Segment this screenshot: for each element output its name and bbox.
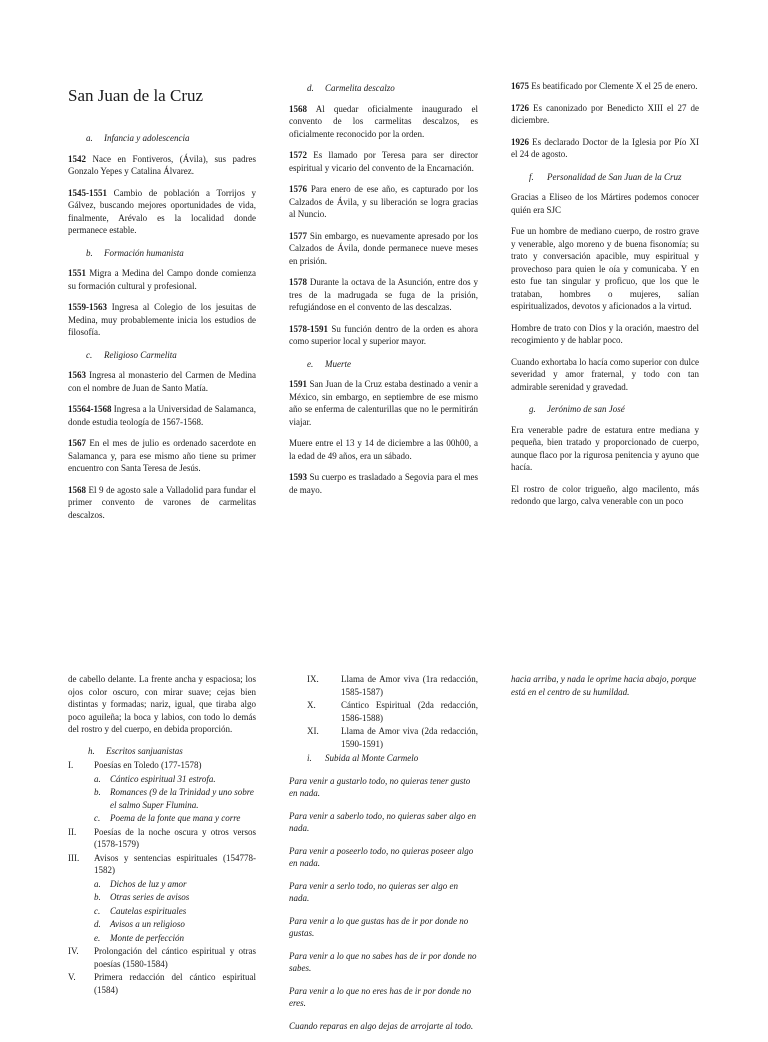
verse: Para venir a gustarlo todo, no quieras tener gusto en nada. xyxy=(289,775,471,798)
paragraph: Era venerable padre de estatura entre mediana y pequeña, bien tratado y proporcionado de cuerpo, aunque flaco por la rigurosa penitencia y ayuno que hacía. xyxy=(511,424,699,472)
verse: Para venir a serlo todo, no quieras ser algo en nada. xyxy=(289,880,458,903)
verse: Para venir a saberlo todo, no quieras saber algo en nada. xyxy=(289,810,476,833)
paragraph: Cuando exhortaba lo hacía como superior con dulce severidad y amor fraternal, y todo con tan admirable serenidad y gravedad. xyxy=(511,356,699,392)
section-heading-b: b. Formación humanista xyxy=(86,247,184,258)
section-heading-e: e. Muerte xyxy=(307,358,351,369)
timeline-entry: 15564-1568 Ingresa a la Universidad de Salamanca, donde estudia teología de 1567-1568. xyxy=(68,404,256,427)
verse: Para venir a lo que no eres has de ir por donde no eres. xyxy=(289,985,472,1008)
list-subitem: b. Otras series de avisos xyxy=(94,892,190,902)
timeline-entry: 1572 Es llamado por Teresa para ser director espiritual y vicario del convento de la Encarnación. xyxy=(289,150,478,173)
timeline-entry: 1578 Durante la octava de la Asunción, entre dos y tres de la madrugada se fuga de la prisión, refugiándose en el convento de las descalzas. xyxy=(289,277,478,312)
column-2-bottom xyxy=(289,673,478,1042)
paragraph: Gracias a Eliseo de los Mártires podemos conocer quién era SJC xyxy=(511,192,699,215)
timeline-entry: 1568 Al quedar oficialmente inaugurado el convento de los carmelitas descalzos, es oficialmente reconocido por la orden. xyxy=(289,103,478,139)
paragraph: Hombre de trato con Dios y la oración, maestro del recogimiento y de hablar poco. xyxy=(511,322,699,345)
list-subitem: d. Avisos a un religioso xyxy=(94,919,185,929)
timeline-entry: 1559-1563 Ingresa al Colegio de los jesuitas de Medina, muy probablemente inicia los estudios de filosofía. xyxy=(68,302,256,337)
timeline-entry: 1675 Es beatificado por Clemente X el 25 de enero. xyxy=(511,81,698,91)
timeline-entry: 1551 Migra a Medina del Campo donde comienza su formación cultural y profesional. xyxy=(68,268,256,291)
list-subitem: a. Dichos de luz y amor xyxy=(94,878,187,889)
timeline-entry: 1926 Es declarado Doctor de la Iglesia por Pío XI el 24 de agosto. xyxy=(511,136,699,159)
timeline-entry: 1577 Sin embargo, es nuevamente apresado por los Calzados de Ávila, donde permanece nueve meses en prisión. xyxy=(289,230,478,266)
list-item: I. Poesías en Toledo (177-1578) xyxy=(68,760,202,770)
list-item: III. Avisos y sentencias espirituales (154778-1582) xyxy=(68,852,256,875)
timeline-entry: 1591 San Juan de la Cruz estaba destinado a venir a México, sin embargo, en septiembre de ese mismo año se enferma de calenturillas que no le permitirán viajar. xyxy=(289,379,478,427)
verse: hacia arriba, y nada le oprime hacia abajo, porque está en el centro de su humildad. xyxy=(511,674,697,697)
column-3-bottom xyxy=(511,673,699,708)
list-item: IV. Prolongación del cántico espiritual y otras poesías (1580-1584) xyxy=(68,946,256,969)
list-subitem: c. Poema de la fonte que mana y corre xyxy=(94,813,241,823)
timeline-entry: 1576 Para enero de ese año, es capturado por los Calzados de Ávila, y su liberación se logra gracias al Nuncio. xyxy=(289,184,478,219)
paragraph: El rostro de color trigueño, algo macilento, más redondo que largo, calva venerable con un poco xyxy=(511,483,699,506)
timeline-entry: 1563 Ingresa al monasterio del Carmen de Medina con el nombre de Juan de Santo Matía. xyxy=(68,370,256,393)
section-heading-f: f. Personalidad de San Juan de la Cruz xyxy=(529,171,682,182)
verse: Para venir a lo que no sabes has de ir por donde no sabes. xyxy=(289,950,477,973)
timeline-entry: 1726 Es canonizado por Benedicto XIII el 27 de diciembre. xyxy=(511,102,699,125)
section-heading-g: g. Jerónimo de san José xyxy=(529,404,625,414)
section-heading-i: i. Subida al Monte Carmelo xyxy=(307,753,419,763)
timeline-entry: 1545-1551 Cambio de población a Torrijos y Gálvez, buscando mejores oportunidades de vida, finalmente, Arévalo es la localidad donde permanece estable. xyxy=(68,187,256,235)
list-item: V. Primera redacción del cántico espiritual (1584) xyxy=(68,972,256,995)
paragraph: Fue un hombre de mediano cuerpo, de rostro grave y venerable, algo moreno y de buena fisonomía; su trato y conversación apacible, muy espiritual y provechoso para quien le oía y comunicaba. Y en esto fue tan singular y proficuo, que los que le trataban, hombres o mujeres, salían espiritualizados, devotos y aficionados a la virtud. xyxy=(511,226,699,311)
list-item: II. Poesías de la noche oscura y otros versos (1578-1579) xyxy=(68,826,256,849)
section-heading-a: a. Infancia y adolescencia xyxy=(86,133,190,143)
column-3-top xyxy=(511,80,699,517)
list-subitem: b. Romances (9 de la Trinidad y uno sobre el salmo Super Flumina. xyxy=(94,787,254,810)
list-item: IX. Llama de Amor viva (1ra redacción, 1585-1587) xyxy=(307,674,478,697)
timeline-entry: 1593 Su cuerpo es trasladado a Segovia para el mes de mayo. xyxy=(289,472,478,495)
verse: Cuando reparas en algo dejas de arrojarte al todo. xyxy=(289,1020,474,1031)
section-heading-d: d. Carmelita descalzo xyxy=(307,83,395,93)
column-1-bottom xyxy=(68,673,256,997)
list-subitem: e. Monte de perfección xyxy=(94,932,184,943)
list-item: XI. Llama de Amor viva (2da redacción, 1590-1591) xyxy=(307,726,478,749)
verse: Para venir a lo que gustas has de ir por donde no gustas. xyxy=(289,915,469,938)
column-1-top xyxy=(68,80,256,530)
paragraph: de cabello delante. La frente ancha y espaciosa; los ojos color oscuro, con mirar suave; cejas bien distintas y formadas; nariz, igual, que tiraba algo poco aguileña; la boca y labios, con todo lo demás del rostro y del cuerpo, en debida proporción. xyxy=(68,674,256,734)
page-title: San Juan de la Cruz xyxy=(68,86,204,105)
paragraph: Muere entre el 13 y 14 de diciembre a las 00h00, a la edad de 49 años, era un sábado. xyxy=(289,438,478,461)
section-heading-h: h. Escritos sanjuanistas xyxy=(88,745,183,756)
timeline-entry: 1578-1591 Su función dentro de la orden es ahora como superior local y superior mayor. xyxy=(289,323,478,346)
list-subitem: c. Cautelas espirituales xyxy=(94,905,187,916)
verse: Para venir a poseerlo todo, no quieras poseer algo en nada. xyxy=(289,845,474,868)
timeline-entry: 1568 El 9 de agosto sale a Valladolid para fundar el primer convento de varones de carmelitas descalzos. xyxy=(68,484,256,520)
timeline-entry: 1567 En el mes de julio es ordenado sacerdote en Salamanca y, para ese mismo año tiene su primer encuentro con Santa Teresa de Jesús. xyxy=(68,438,256,473)
list-item: X. Cántico Espiritual (2da redacción, 1586-1588) xyxy=(307,700,478,723)
column-2-top xyxy=(289,80,478,505)
section-heading-c: c. Religioso Carmelita xyxy=(86,349,177,360)
timeline-entry: 1542 Nace en Fontiveros, (Ávila), sus padres Gonzalo Yepes y Catalina Álvarez. xyxy=(68,153,256,176)
list-subitem: a. Cántico espiritual 31 estrofa. xyxy=(94,773,216,784)
